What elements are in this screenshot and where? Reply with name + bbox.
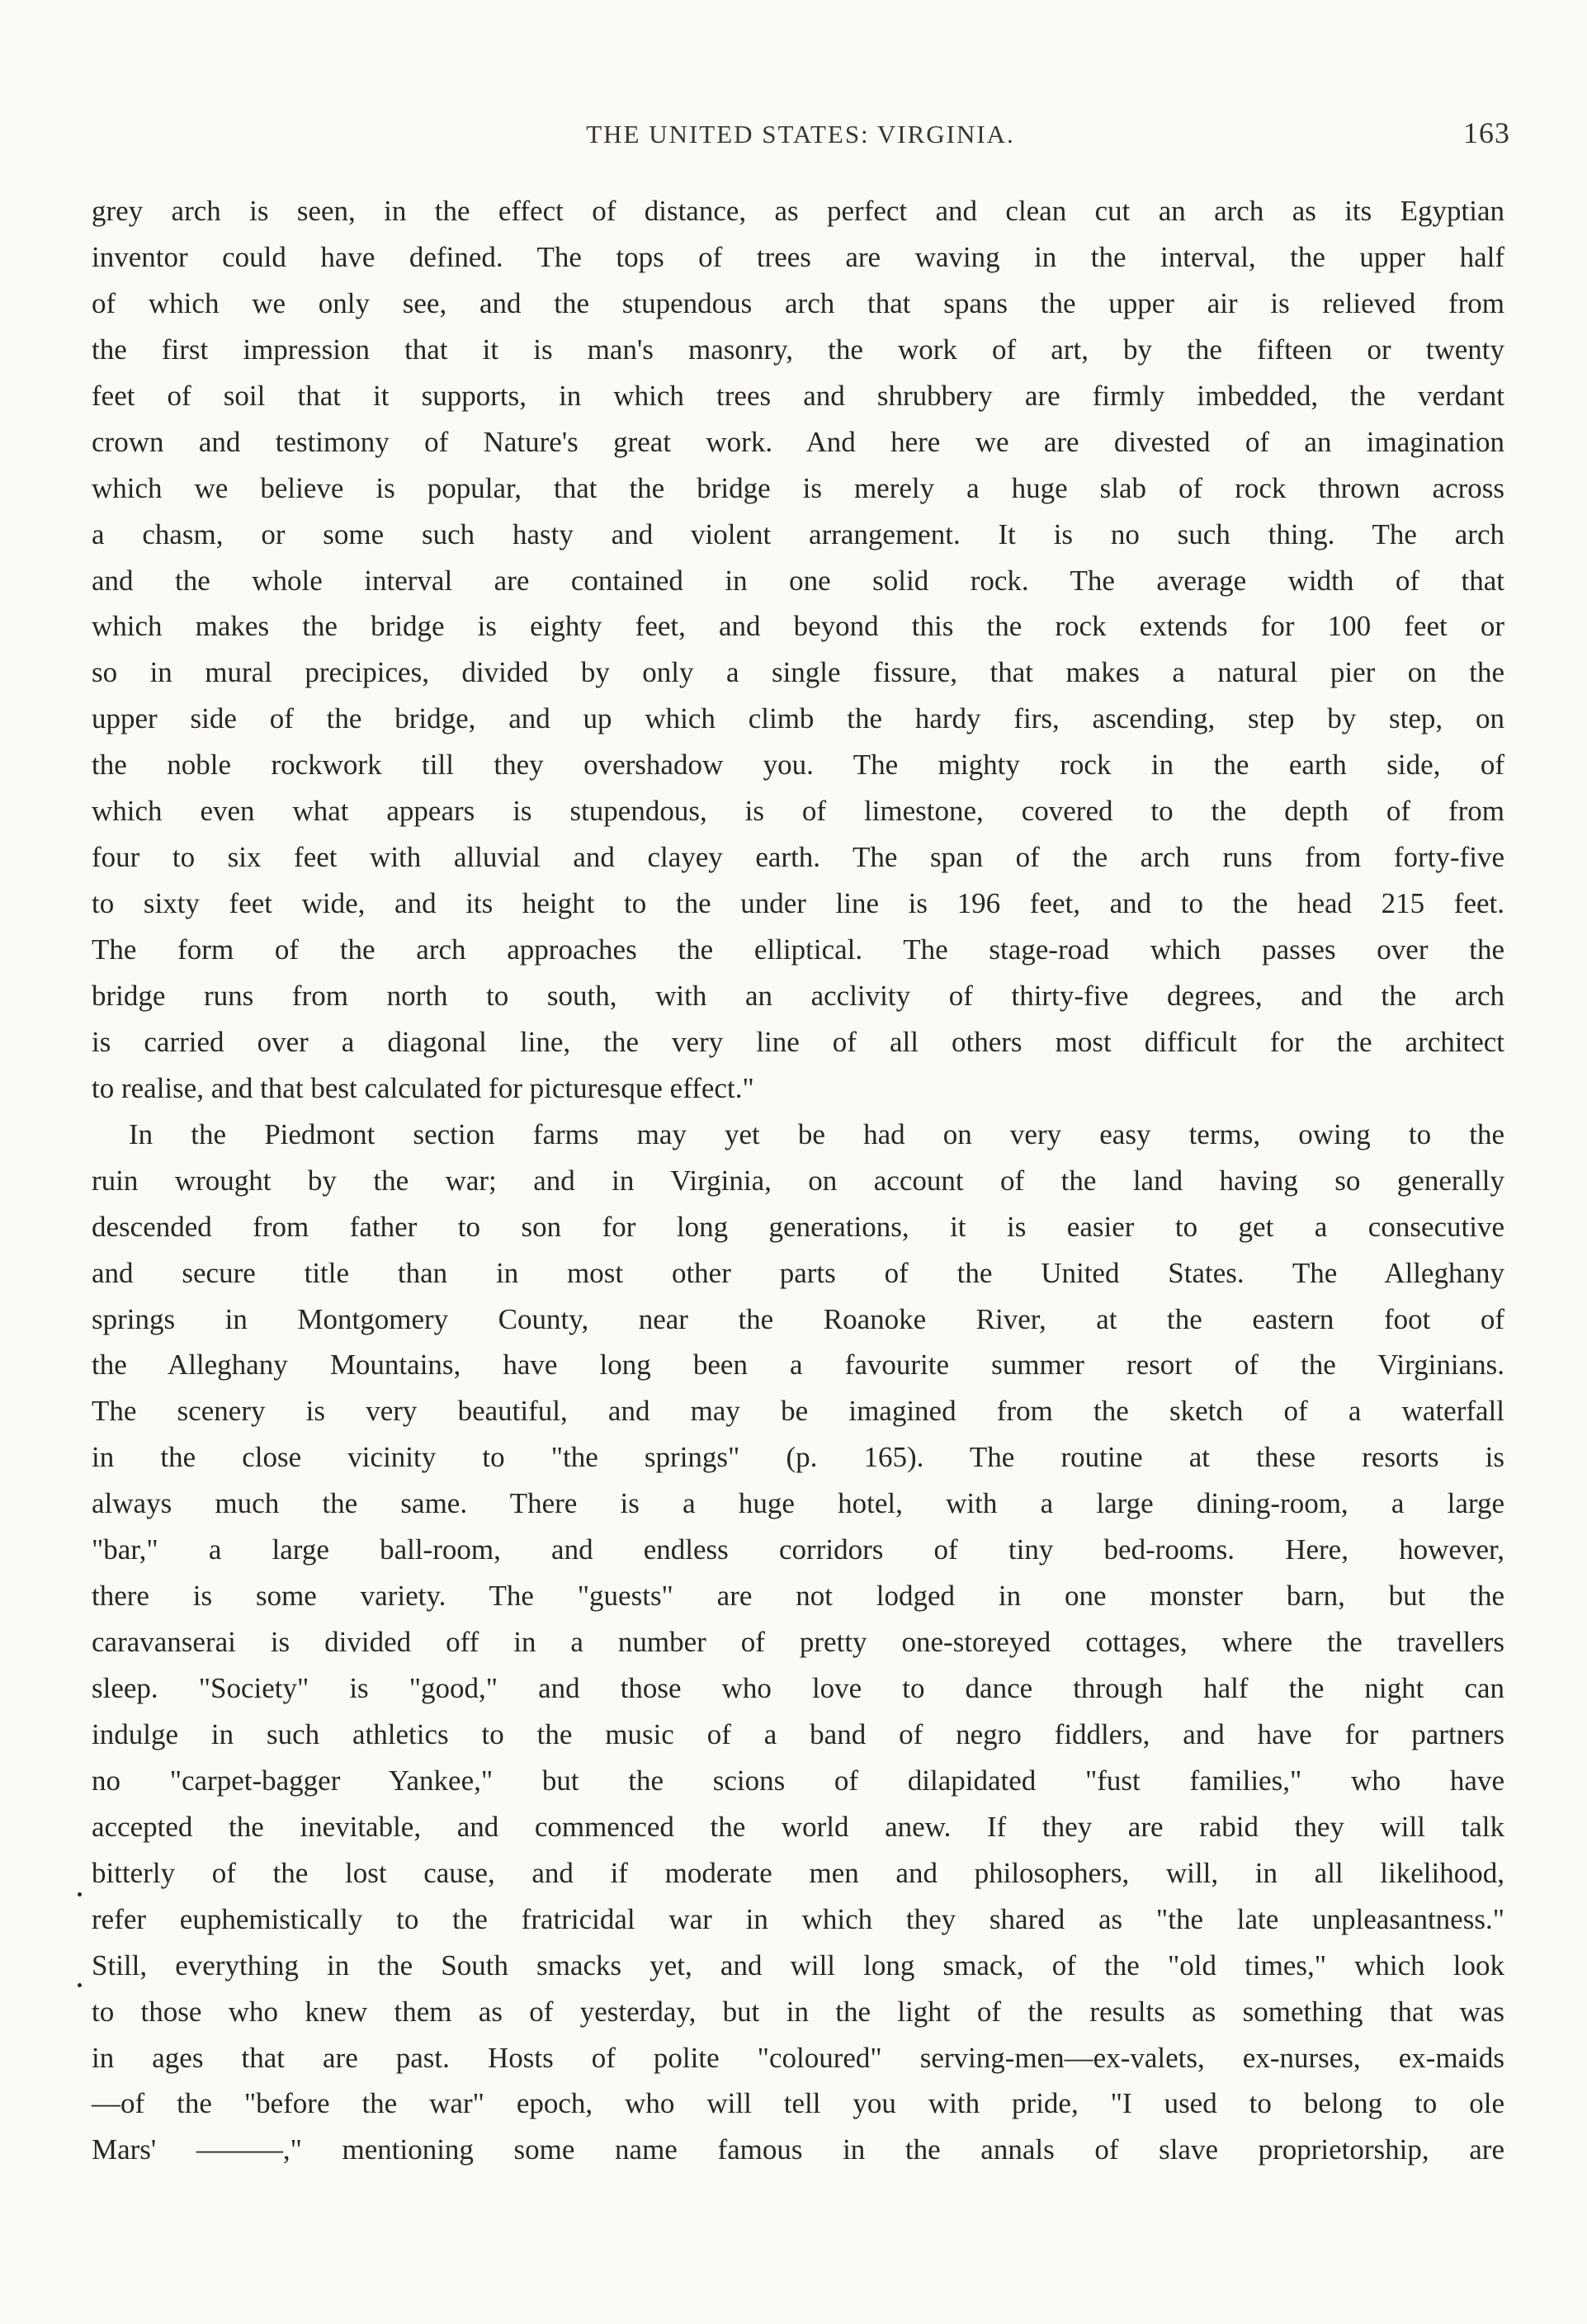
text-line: The scenery is very beautiful, and may be imagined from the sketch of a waterfall: [92, 1395, 1504, 1428]
text-line: always much the same. There is a huge hotel, with a large dining-room, a large: [92, 1487, 1504, 1520]
text-line: springs in Montgomery County, near the Roanoke River, at the eastern foot of: [92, 1302, 1504, 1335]
text-line: In the Piedmont section farms may yet be had on very easy terms, owing to the: [129, 1117, 1504, 1150]
text-line: which makes the bridge is eighty feet, and beyond this the rock extends for 100 feet or: [92, 610, 1504, 643]
text-line: no "carpet-bagger Yankee," but the scions of dilapidated "fust families," who have: [92, 1764, 1504, 1797]
running-title: THE UNITED STATES: VIRGINIA.: [586, 120, 1015, 149]
text-line: Mars' ———," mentioning some name famous in the annals of slave proprietorship, are: [92, 2133, 1504, 2166]
text-line: and the whole interval are contained in one solid rock. The average width of that: [92, 564, 1504, 597]
text-line: so in mural precipices, divided by only a single fissure, that makes a natural pier on the: [92, 656, 1504, 689]
text-line: descended from father to son for long generations, it is easier to get a consecutive: [92, 1210, 1504, 1243]
text-line: to those who knew them as of yesterday, but in the light of the results as something that was: [92, 1995, 1504, 2028]
text-line: in ages that are past. Hosts of polite "coloured" serving-men—ex-valets, ex-nurses, ex-maids: [92, 2041, 1504, 2074]
text-line: Still, everything in the South smacks yet, and will long smack, of the "old times," which look: [92, 1948, 1504, 1982]
page-number: 163: [1463, 116, 1510, 149]
running-header: [91, 116, 1510, 154]
paragraph: [92, 1112, 1504, 2174]
paragraph: [92, 188, 1504, 1112]
text-line: there is some variety. The "guests" are not lodged in one monster barn, but the: [92, 1580, 1504, 1613]
text-line: the noble rockwork till they overshadow you. The mighty rock in the earth side, of: [92, 749, 1504, 782]
text-line: refer euphemistically to the fratricidal war in which they shared as "the late unpleasantness.": [92, 1902, 1504, 1935]
margin-mark: [78, 1892, 82, 1897]
text-line: to sixty feet wide, and its height to the under line is 196 feet, and to the head 215 feet.: [92, 887, 1504, 920]
text-line: crown and testimony of Nature's great work. And here we are divested of an imagination: [92, 425, 1504, 458]
text-line: caravanserai is divided off in a number of pretty one-storeyed cottages, where the travellers: [92, 1626, 1504, 1659]
text-line: bitterly of the lost cause, and if moderate men and philosophers, will, in all likelihood,: [92, 1856, 1504, 1889]
margin-mark: [78, 1983, 82, 1987]
text-line: and secure title than in most other parts of the United States. The Alleghany: [92, 1256, 1504, 1289]
text-line: indulge in such athletics to the music of a band of negro fiddlers, and have for partners: [92, 1717, 1504, 1750]
text-line: sleep. "Society" is "good," and those who love to dance through half the night can: [92, 1672, 1504, 1704]
text-line: accepted the inevitable, and commenced the world anew. If they are rabid they will talk: [92, 1810, 1504, 1843]
text-line: a chasm, or some such hasty and violent arrangement. It is no such thing. The arch: [92, 517, 1504, 550]
text-line: is carried over a diagonal line, the very line of all others most difficult for the architect: [92, 1025, 1504, 1058]
text-line: "bar," a large ball-room, and endless corridors of tiny bed-rooms. Here, however,: [92, 1533, 1504, 1566]
text-line: which even what appears is stupendous, is of limestone, covered to the depth of from: [92, 795, 1504, 828]
text-line: —of the "before the war" epoch, who will tell you with pride, "I used to belong to ole: [92, 2087, 1504, 2120]
text-line: upper side of the bridge, and up which climb the hardy firs, ascending, step by step, on: [92, 702, 1504, 735]
text-line: in the close vicinity to "the springs" (p. 165). The routine at these resorts is: [92, 1441, 1504, 1474]
body-text: [92, 188, 1504, 2173]
text-line: inventor could have defined. The tops of trees are waving in the interval, the upper half: [92, 240, 1504, 273]
text-line: bridge runs from north to south, with an acclivity of thirty-five degrees, and the arch: [92, 979, 1504, 1012]
text-line: the first impression that it is man's masonry, the work of art, by the fifteen or twenty: [92, 333, 1504, 366]
text-line: four to six feet with alluvial and clayey earth. The span of the arch runs from forty-five: [92, 841, 1504, 874]
text-line: which we believe is popular, that the bridge is merely a huge slab of rock thrown across: [92, 471, 1504, 504]
text-line: of which we only see, and the stupendous arch that spans the upper air is relieved from: [92, 286, 1504, 319]
text-line: the Alleghany Mountains, have long been a favourite summer resort of the Virginians.: [92, 1349, 1504, 1382]
text-line: grey arch is seen, in the effect of distance, as perfect and clean cut an arch as its Egyptian: [92, 195, 1504, 227]
text-line: The form of the arch approaches the elliptical. The stage-road which passes over the: [92, 933, 1504, 966]
text-line: ruin wrought by the war; and in Virginia, on account of the land having so generally: [92, 1164, 1504, 1197]
text-line: feet of soil that it supports, in which trees and shrubbery are firmly imbedded, the verdant: [92, 379, 1504, 412]
text-line: to realise, and that best calculated for picturesque effect.": [92, 1071, 754, 1104]
